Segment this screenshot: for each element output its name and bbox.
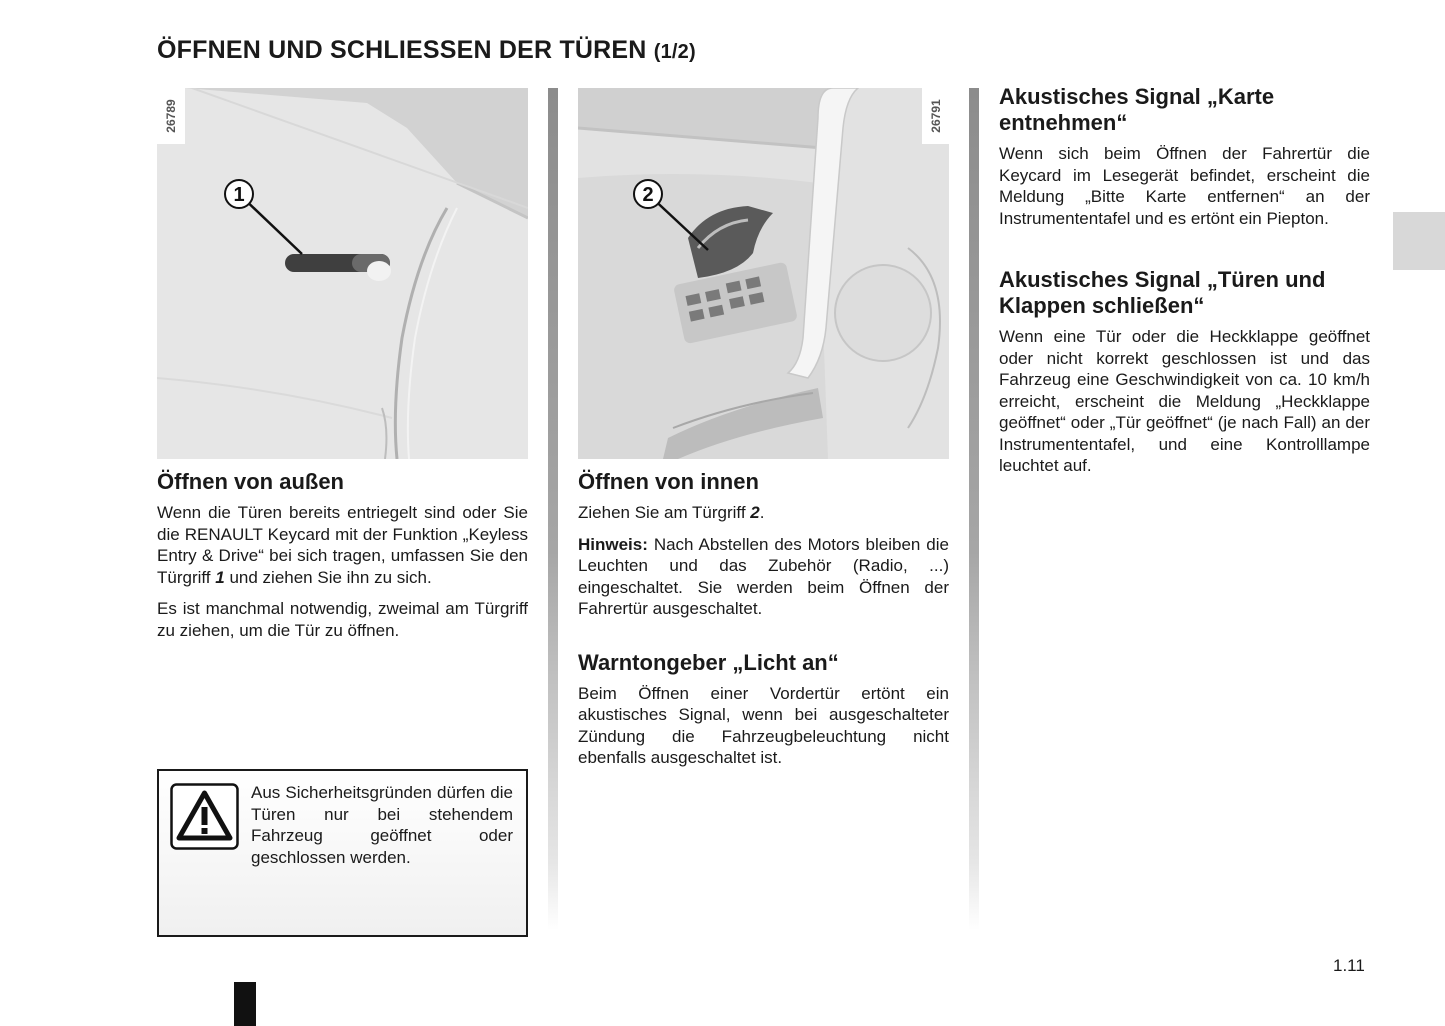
heading-remove-card-signal: Akustisches Signal „Karte entnehmen“ xyxy=(999,84,1275,135)
column-left xyxy=(157,88,528,651)
heading-lights-on-warning: Warntongeber „Licht an“ xyxy=(578,649,839,675)
column-divider-left xyxy=(548,88,558,930)
paragraph-note xyxy=(578,534,949,620)
section-lights-on-warning xyxy=(578,650,949,769)
warning-icon xyxy=(170,783,239,850)
print-mark xyxy=(234,982,256,1026)
page-number: 1.11 xyxy=(1333,956,1365,975)
paragraph-pull-twice: Es ist manchmal notwendig, zweimal am Türgriff zu ziehen, um die Tür zu öffnen. xyxy=(157,599,528,640)
heading-doors-close-signal: Akustisches Signal „Türen und Klappen schließen“ xyxy=(999,267,1326,318)
paragraph-text: Wenn die Türen bereits entriegelt sind oder Sie die RENAULT Keycard mit der Funktion „Keyless Entry & Drive“ bei sich tragen, umfassen Sie den Türgriff xyxy=(157,503,528,587)
paragraph-open-inside xyxy=(578,502,949,524)
callout-2: 2 xyxy=(642,184,654,206)
page-title-part: (1/2) xyxy=(653,41,696,63)
paragraph-text: . xyxy=(759,503,765,522)
section-doors-close-signal xyxy=(999,267,1370,477)
figure-ref-box xyxy=(157,88,185,144)
note-label: Hinweis: xyxy=(578,534,648,554)
figure-exterior-door-handle xyxy=(157,88,528,459)
heading-open-inside: Öffnen von innen xyxy=(578,469,759,494)
handle-reference: 2 xyxy=(750,503,760,522)
heading-open-outside: Öffnen von außen xyxy=(157,469,344,494)
safety-warning-box xyxy=(157,769,528,937)
exterior-door-illustration xyxy=(157,88,528,459)
figure-ref-code: 26789 xyxy=(164,99,178,133)
handle-reference: 1 xyxy=(215,567,225,587)
paragraph-text: Ziehen Sie am Türgriff xyxy=(578,503,751,522)
page-title xyxy=(157,36,696,65)
paragraph-open-outside xyxy=(157,502,528,588)
figure-ref-box xyxy=(922,88,949,144)
callout-1: 1 xyxy=(233,184,245,206)
column-middle xyxy=(578,88,949,779)
column-divider-right xyxy=(969,88,979,930)
paragraph-doors-close-signal: Wenn eine Tür oder die Heckklappe geöffnet oder nicht korrekt geschlossen ist und das Fahrzeug eine Geschwindigkeit von ca. 10 km/h erreicht, erscheint die Meldung „Heckklappe geöffnet“ oder „Tür geöffnet“ (je nach Fall) an der Instrumententafel, und eine Kontrolllampe leuchtet auf. xyxy=(999,327,1370,475)
page-title-text: ÖFFNEN UND SCHLIESSEN DER TÜREN xyxy=(157,36,647,64)
column-right xyxy=(999,84,1370,487)
figure-interior-door-handle xyxy=(578,88,949,459)
note-text: Nach Abstellen des Motors bleiben die Leuchten und das Zubehör (Radio, ...) eingeschaltet. Sie werden beim Öffnen der Fahrertür ausgeschaltet. xyxy=(578,534,949,618)
paragraph-text: und ziehen Sie ihn zu sich. xyxy=(224,567,432,587)
figure-ref-code: 26791 xyxy=(929,99,943,133)
paragraph-remove-card-signal: Wenn sich beim Öffnen der Fahrertür die Keycard im Lesegerät befindet, erscheint die Meldung „Bitte Karte entfernen“ an der Instrumententafel und es ertönt ein Piepton. xyxy=(999,144,1370,228)
chapter-tab xyxy=(1393,212,1445,270)
paragraph-lights-on-warning: Beim Öffnen einer Vordertür ertönt ein akustisches Signal, wenn bei ausgeschalteter Zündung die Fahrzeugbeleuchtung nicht ebenfalls ausgeschaltet ist. xyxy=(578,683,949,767)
interior-door-illustration xyxy=(578,88,949,459)
safety-warning-text: Aus Sicherheitsgründen dürfen die Türen nur bei stehendem Fahrzeug geöffnet oder geschlossen werden. xyxy=(251,783,513,867)
